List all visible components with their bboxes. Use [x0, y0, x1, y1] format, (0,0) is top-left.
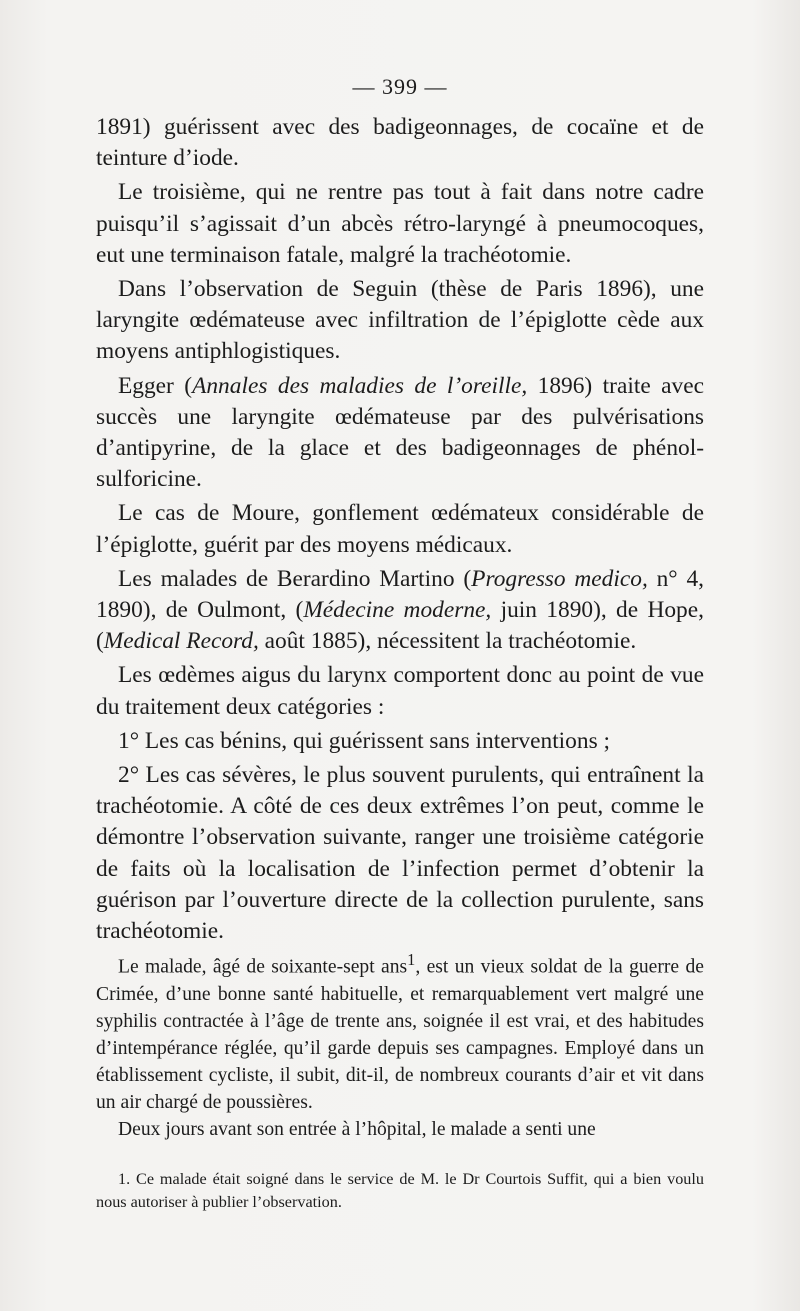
martino-text-2: n° 4, 1890), de Oulmont, ( — [96, 565, 704, 624]
main-text — [96, 112, 704, 947]
paragraph-cas-severes: 2° Les cas sévères, le plus souvent purulents, qui entraînent la trachéotomie. A côté de ces deux extrêmes l’on peut, comme le démontre l’observation suivante, ranger une troisième catégorie de faits où la localisation de l’infection permet d’obtenir la guérison par l’ouverture directe de la collection purulente, sans trachéotomie. — [96, 762, 704, 945]
egger-journal-title: Annales des maladies de l’oreille, — [192, 372, 528, 399]
observation-paragraph-1 — [96, 946, 704, 1116]
page-number: — 399 — — [352, 74, 448, 99]
paragraph-seguin: Dans l’observation de Seguin (thèse de Paris 1896), une laryngite œdémateuse avec infiltration de l’épiglotte cède aux moyens antiphlogistiques. — [96, 276, 704, 365]
martino-journal-2: Médecine moderne, — [303, 597, 492, 624]
paragraph-moure: Le cas de Moure, gonflement œdémateux considérable de l’épiglotte, guérit par des moyens médicaux. — [96, 500, 704, 558]
egger-text-after: 1896) traite avec succès une laryngite œdémateuse par des pulvérisations d’antipyrine, de la glace et des badigeonnages de phénol-sulforicine. — [96, 372, 704, 493]
martino-text-4: août 1885), nécessitent la trachéotomie. — [258, 628, 637, 655]
paragraph-martino — [96, 564, 704, 658]
footnote: 1. Ce malade était soigné dans le service de M. le Dr Courtois Suffit, qui a bien voulu nous autoriser à publier l’observation. — [96, 1170, 704, 1211]
martino-text-3: juin 1890), de Hope, ( — [96, 597, 704, 655]
paragraph-egger — [96, 371, 704, 496]
martino-journal-1: Progresso medico, — [471, 565, 648, 592]
paragraph-continuation: 1891) guérissent avec des badigeonnages, de cocaïne et de teinture d’iode. — [96, 114, 704, 172]
paragraph-troisieme: Le troisième, qui ne rentre pas tout à fait dans notre cadre puisqu’il s’agissait d’un abcès rétro-laryngé à pneumocoques, eut une terminaison fatale, malgré la trachéotomie. — [96, 179, 704, 268]
paragraph-cas-benins: 1° Les cas bénins, qui guérissent sans interventions ; — [118, 727, 611, 754]
observation-text-before: Le malade, âgé de soixante-sept ans — [118, 956, 408, 978]
observation-text — [96, 946, 704, 1143]
paragraph-categories: Les œdèmes aigus du larynx comportent donc au point de vue du traitement deux catégories : — [96, 662, 704, 720]
martino-text-1: Les malades de Berardino Martino ( — [118, 565, 472, 592]
footnote-reference: 1 — [407, 950, 416, 969]
observation-text-after: , est un vieux soldat de la guerre de Crimée, d’une bonne santé habituelle, et remarquablement vert malgré une syphilis contractée à l’âge de trente ans, soignée il est vrai, et des habitudes d’intempérance réglée, qu’il garde depuis ses campagnes. Employé dans un établissement cycliste, il subit, dit-il, de nombreux courants d’air et vit dans un air chargé de poussières. — [96, 956, 704, 1113]
observation-paragraph-2: Deux jours avant son entrée à l’hôpital, le malade a senti une — [118, 1118, 596, 1140]
egger-text-before: Egger ( — [118, 372, 193, 399]
martino-journal-3: Medical Record, — [103, 628, 259, 655]
